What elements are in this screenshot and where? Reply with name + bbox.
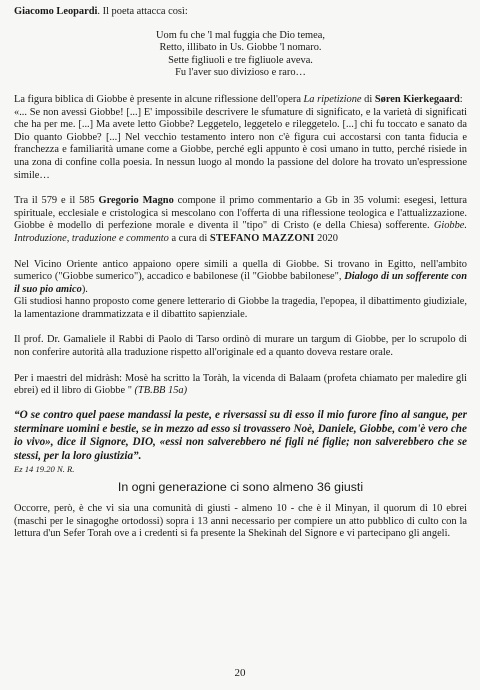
leopardi-name: Giacomo Leopardi [14,6,98,17]
kierkegaard-intro [14,94,467,107]
kierkegaard-name: Søren Kierkegaard [374,93,460,105]
oriente-end: ). [81,283,88,295]
kierkegaard-lead: La figura biblica di Giobbe è presente in alcune riflessione dell'opera [14,93,304,105]
midrash-text: Per i maestri del midràsh: Mosè ha scritto la Toràh, la vicenda di Balaam (profeta chiamato per maledire gli ebrei) ed il libro di Giobbe " [14,372,467,397]
kierkegaard-mid: di [361,93,375,105]
poem-line: Retto, illibato in Us. Giobbe 'l nomaro. [159,42,322,54]
gamaliele-paragraph: Il prof. Dr. Gamaliele il Rabbi di Paolo di Tarso ordinò di murare un targum di Giobbe, per lo scrupolo di non conferire autorità alla traduzione rispetto all'originale ed a quanto doveva restare orale. [14,334,467,359]
studiosi-paragraph: Gli studiosi hanno proposto come genere letterario di Giobbe la tragedia, l'epopea, il dibattimento giudiziale, la lamentazione drammatizzata e il dibattito sapienziale. [14,296,467,320]
leopardi-poem [14,30,467,80]
midrash-paragraph [14,373,467,398]
poem-line: Uom fu che 'l mal fuggia che Dio temea, [156,29,325,41]
gregorio-year: 2020 [314,232,338,244]
ezechiele-quote: “O se contro quel paese mandassi la peste, e riversassi su di esso il mio furore fino al sangue, per sterminare uomini e bestie, se in mezzo ad esso si trovassero Noè, Daniele, Giobbe, com'è vero che io vivo», dice il Signore, DIO, «essi non salverebbero né figli né figlie; non salverebbero che se stessi, per la loro giustizia”. [14,408,467,463]
midrash-ref: (TB.BB 15a) [134,385,188,397]
kierkegaard-work-title: La ripetizione [303,93,362,105]
kierkegaard-quote: «... Se non avessi Giobbe! [...] E' impossibile descrivere le sfumature di significato, e la varietà di significati che ha per me. [...] Ma avete letto Giobbe? Leggetelo, leggetelo e rileggetelo. [...] chi fu toccato e sanato da Dio quanto Giobbe? [...] Nel vecchio testamento intero non c'è figura cui accostarsi con tanta fiducia e franchezza e familiarità umane come a Giobbe, perché egli appunto è così umano in tutto, perché risiede in una zona di confine colla poesia. In nessun luogo al mondo la passione del dolore ha trovato un'espressione simile… [14,106,467,181]
ezechiele-ref: Ez 14 19.20 N. R. [14,464,75,475]
gregorio-text: compone il primo commentario a Gb in 35 volumi: esegesi, lettura spirituale, ecclesiale e cristologica si mescolano con l'offerta di una riflessione teologica e l'attualizzazione. Giobbe è modello di perfezione morale e diventa il "tipo" di Cristo (e della Chiesa) sofferente. [14,195,467,232]
gregorio-book-title: Giobbe. Introduzione, traduzione e commento [14,220,467,244]
gregorio-paragraph [14,195,467,245]
gregorio-cura: a cura di [168,232,210,244]
oriente-text: Nel Vicino Oriente antico appaiono opere simili a quella di Giobbe. Si trovano in Egitto, nell'ambito sumerico ("Giobbe sumerico"), accadico e babilonese (il "Giobbe babilonese", [14,258,467,283]
leopardi-intro [14,6,467,19]
oriente-paragraph [14,259,467,297]
section-heading: In ogni generazione ci sono almeno 36 giusti [117,480,364,495]
kierkegaard-colon: : [459,93,463,105]
gregorio-lead: Tra il 579 e il 585 [14,195,99,207]
gregorio-editor: STEFANO MAZZONI [209,232,315,244]
leopardi-intro-text: . Il poeta attacca così: [97,6,188,17]
closing-paragraph: Occorre, però, è che vi sia una comunità di giusti - almeno 10 - che è il Minyan, il quorum di 10 ebrei (maschi per le sinagoghe ortodossi) sopra i 13 anni necessario per compiere un atto pubblico di culto con la lettura d'un Sefer Torah ove a i credenti si fa presente la Shekinah del Signore e vi partecipano gli angeli. [14,503,467,540]
gregorio-name: Gregorio Magno [98,195,174,207]
oriente-dialogo-title: Dialogo di un sofferente con il suo pio amico [14,271,467,295]
poem-line: Fu l'aver suo divizioso e raro… [175,67,306,79]
page-number: 20 [234,667,246,679]
poem-line: Sette figliuoli e tre figliuole aveva. [168,54,313,66]
